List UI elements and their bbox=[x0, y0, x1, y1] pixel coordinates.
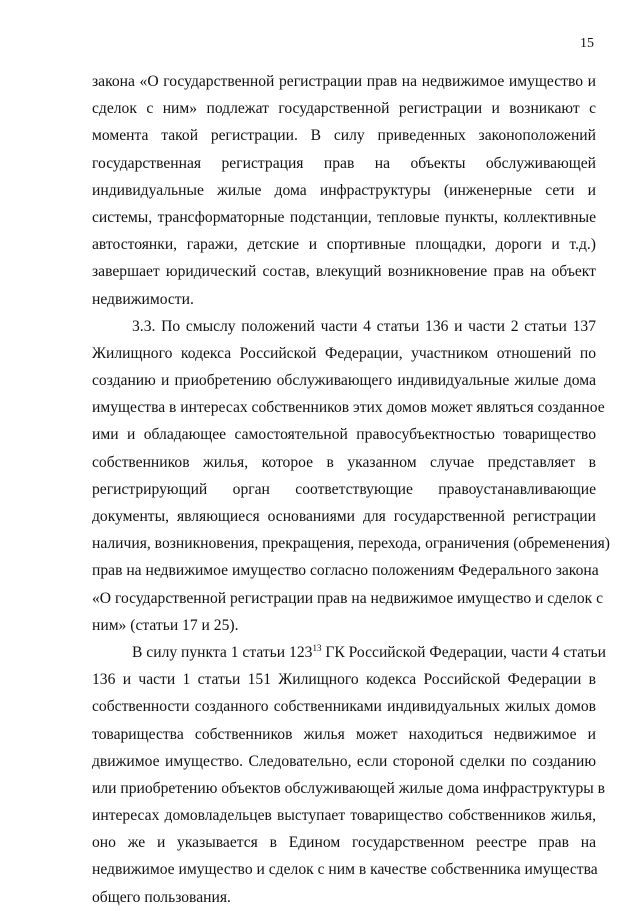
text-line: завершает юридический состав, влекущий возникновение прав на объект bbox=[92, 263, 596, 281]
text-line: или приобретению объектов обслуживающей жилые дома инфраструктуры в bbox=[92, 779, 606, 797]
text-segment: ГК Российской Федерации, части 4 статьи bbox=[321, 643, 606, 661]
paragraph-continuation bbox=[92, 68, 596, 313]
text-line: прав на недвижимое имущество согласно положениям Федерального закона bbox=[92, 562, 599, 580]
text-line: движимое имущество. Следовательно, если стороной сделки по созданию bbox=[92, 752, 596, 770]
text-line: момента такой регистрации. В силу приведенных законоположений bbox=[92, 127, 596, 145]
text-line: документы, являющиеся основаниями для государственной регистрации bbox=[92, 508, 596, 525]
text-line: 3.3. По смыслу положений части 4 статьи 136 и части 2 статьи 137 bbox=[132, 317, 596, 335]
text-line: регистрирующий орган соответствующие правоустанавливающие bbox=[92, 480, 596, 498]
text-segment: В силу пункта 1 статьи 123 bbox=[132, 643, 313, 661]
text-line: созданию и приобретению обслуживающего индивидуальные жилые дома bbox=[92, 372, 596, 390]
paragraph-property-ownership bbox=[92, 639, 606, 911]
footnote-reference: 13 bbox=[312, 642, 322, 653]
text-line: ими и обладающее самостоятельной правосубъектностью товарищество bbox=[92, 426, 596, 444]
text-line: интересах домовладельцев выступает товарищество собственников жилья, bbox=[92, 807, 596, 825]
text-line: Жилищного кодекса Российской Федерации, участником отношений по bbox=[92, 344, 596, 362]
text-line: государственная регистрация прав на объекты обслуживающей bbox=[92, 154, 596, 172]
text-line: сделок с ним» подлежат государственной регистрации и возникают с bbox=[92, 100, 596, 118]
text-line-with-footnote bbox=[92, 639, 606, 666]
text-line: собственности созданного собственниками индивидуальных жилых домов bbox=[92, 698, 596, 716]
text-line: системы, трансформаторные подстанции, тепловые пункты, коллективные bbox=[92, 208, 596, 226]
text-line: закона «О государственной регистрации прав на недвижимое имущество и bbox=[92, 73, 596, 90]
text-line: имущества в интересах собственников этих домов может являться созданное bbox=[92, 399, 605, 417]
text-line: оно же и указывается в Едином государственном реестре прав на bbox=[92, 834, 596, 852]
text-line: товарищества собственников жилья может находиться недвижимое и bbox=[92, 725, 596, 743]
text-line: общего пользования. bbox=[92, 888, 231, 906]
text-line: индивидуальные жилые дома инфраструктуры (инженерные сети и bbox=[92, 181, 596, 199]
text-line: недвижимости. bbox=[92, 290, 194, 308]
text-line: ним» (статьи 17 и 25). bbox=[92, 616, 239, 634]
text-line: 136 и части 1 статьи 151 Жилищного кодекса Российской Федерации в bbox=[92, 671, 596, 689]
text-line: собственников жилья, которое в указанном случае представляет в bbox=[92, 453, 596, 471]
paragraph-section-3-3 bbox=[92, 313, 610, 639]
text-line: «О государственной регистрации прав на недвижимое имущество и сделок с bbox=[92, 589, 604, 607]
text-line: недвижимое имущество и сделок с ним в качестве собственника имущества bbox=[92, 861, 598, 879]
text-line: наличия, возникновения, прекращения, перехода, ограничения (обременения) bbox=[92, 535, 610, 553]
document-body bbox=[92, 68, 610, 911]
page-number: 15 bbox=[580, 36, 594, 51]
text-line: автостоянки, гаражи, детские и спортивные площадки, дороги и т.д.) bbox=[92, 236, 596, 254]
